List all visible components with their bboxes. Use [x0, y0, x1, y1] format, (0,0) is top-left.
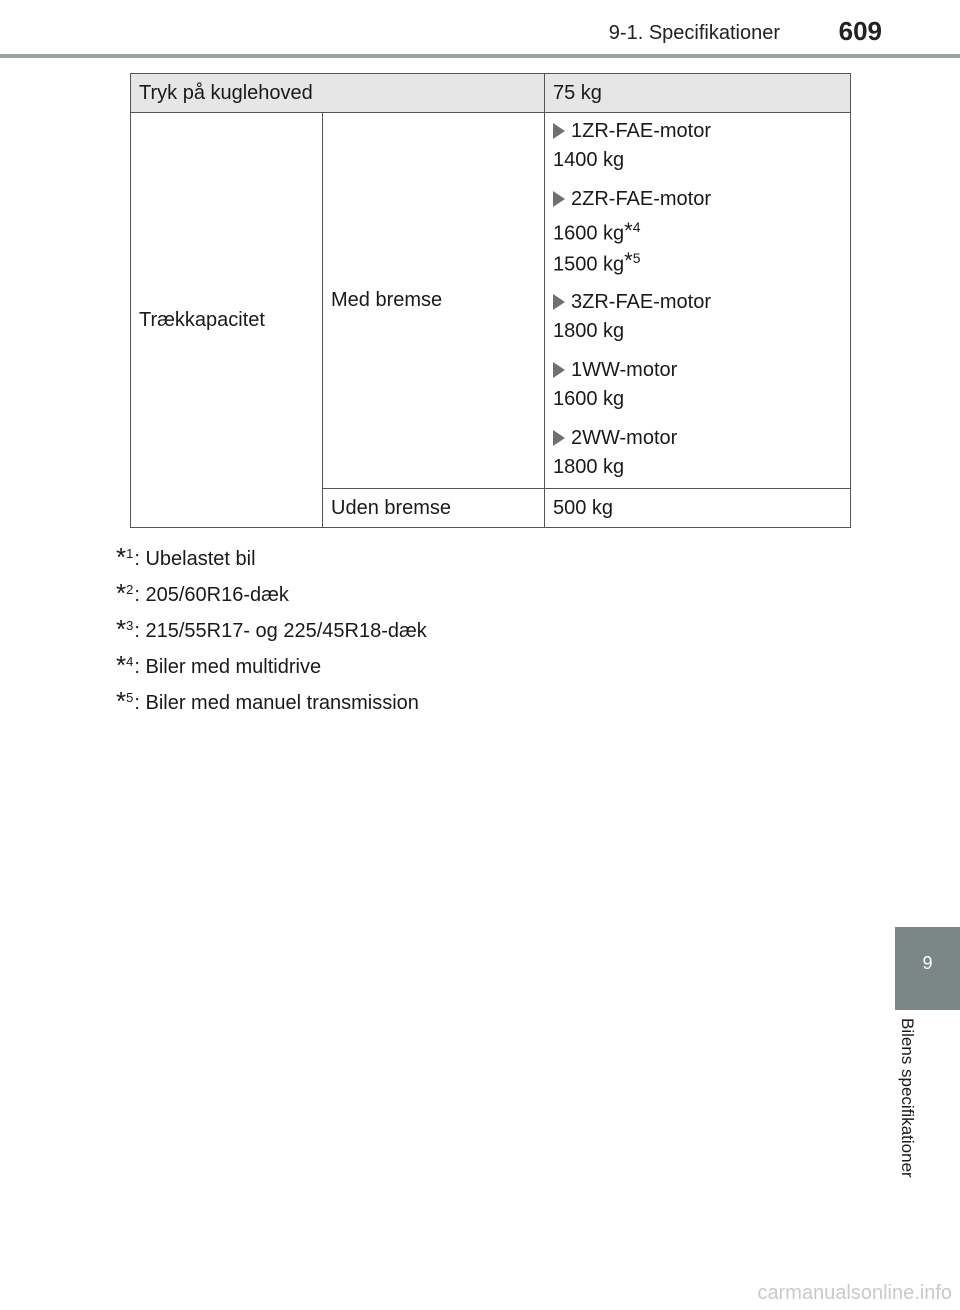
- engine-weight: 1800 kg: [553, 456, 625, 479]
- footnotes: [116, 535, 427, 715]
- footnote-text: : 215/55R17- og 225/45R18-dæk: [134, 620, 427, 642]
- watermark: carmanualsonline.info: [757, 1282, 952, 1304]
- engine-weight: 1800 kg: [553, 320, 625, 343]
- engine-weight: 1600 kg: [553, 222, 625, 245]
- footnote: [116, 535, 427, 571]
- footnote-number: 5: [126, 690, 134, 705]
- footnote: [116, 679, 427, 715]
- footnote-text: : Ubelastet bil: [134, 548, 256, 570]
- chapter-label-wrap: [895, 1018, 935, 1218]
- without-brakes-label: Uden bremse: [323, 489, 545, 528]
- list-item: [553, 290, 850, 344]
- page-header: [0, 0, 960, 60]
- ball-pressure-value: 75 kg: [545, 74, 851, 113]
- chapter-number: 9: [922, 953, 933, 973]
- engine-name: 2WW-motor: [571, 426, 678, 449]
- engine-weight: 1500 kg: [553, 253, 625, 276]
- engine-name: 2ZR-FAE-motor: [571, 187, 712, 210]
- footnote-text: : 205/60R16-dæk: [134, 584, 289, 606]
- engine-weight: 1600 kg: [553, 388, 625, 411]
- asterisk-icon: *: [116, 686, 127, 716]
- page-number: 609: [838, 16, 882, 46]
- spec-table: [130, 73, 851, 528]
- footnote-number: 4: [126, 654, 134, 669]
- engine-name: 1ZR-FAE-motor: [571, 119, 712, 142]
- asterisk-icon: *: [116, 578, 127, 608]
- footnote-number: 1: [126, 546, 134, 561]
- engine-list: [553, 113, 850, 488]
- footnote: [116, 607, 427, 643]
- triangle-bullet-icon: [553, 191, 565, 207]
- list-item: [553, 119, 850, 173]
- without-brakes-value: 500 kg: [545, 489, 851, 528]
- footnote: [116, 571, 427, 607]
- footnote-text: : Biler med manuel transmission: [134, 692, 419, 714]
- towing-capacity-label: Trækkapacitet: [131, 113, 323, 528]
- header-rule: [0, 54, 960, 58]
- chapter-label: Bilens specifikationer: [898, 1018, 917, 1178]
- list-item: [553, 358, 850, 412]
- footnote: [116, 643, 427, 679]
- footnote-text: : Biler med multidrive: [134, 656, 322, 678]
- triangle-bullet-icon: [553, 430, 565, 446]
- section-title: 9-1. Specifikationer: [608, 22, 780, 44]
- footnote-ref: 4: [632, 219, 641, 235]
- table-row: [131, 113, 851, 489]
- engine-name: 1WW-motor: [571, 358, 678, 381]
- asterisk-icon: *: [116, 650, 127, 680]
- asterisk-icon: *: [116, 614, 127, 644]
- engine-weights-cell: [545, 113, 851, 489]
- triangle-bullet-icon: [553, 123, 565, 139]
- footnote-number: 2: [126, 582, 134, 597]
- asterisk-icon: *: [624, 217, 633, 243]
- asterisk-icon: *: [116, 542, 127, 572]
- triangle-bullet-icon: [553, 294, 565, 310]
- footnote-ref: 5: [632, 249, 641, 266]
- triangle-bullet-icon: [553, 362, 565, 378]
- chapter-tab: [895, 927, 960, 1010]
- engine-weight: 1400 kg: [553, 149, 625, 171]
- engine-name: 3ZR-FAE-motor: [571, 290, 712, 313]
- asterisk-icon: *: [624, 248, 633, 274]
- list-item: [553, 426, 850, 480]
- footnote-number: 3: [126, 618, 134, 633]
- ball-pressure-label: Tryk på kuglehoved: [131, 74, 545, 113]
- table-row: [131, 74, 851, 113]
- list-item: [553, 187, 850, 276]
- with-brakes-label: Med bremse: [323, 113, 545, 489]
